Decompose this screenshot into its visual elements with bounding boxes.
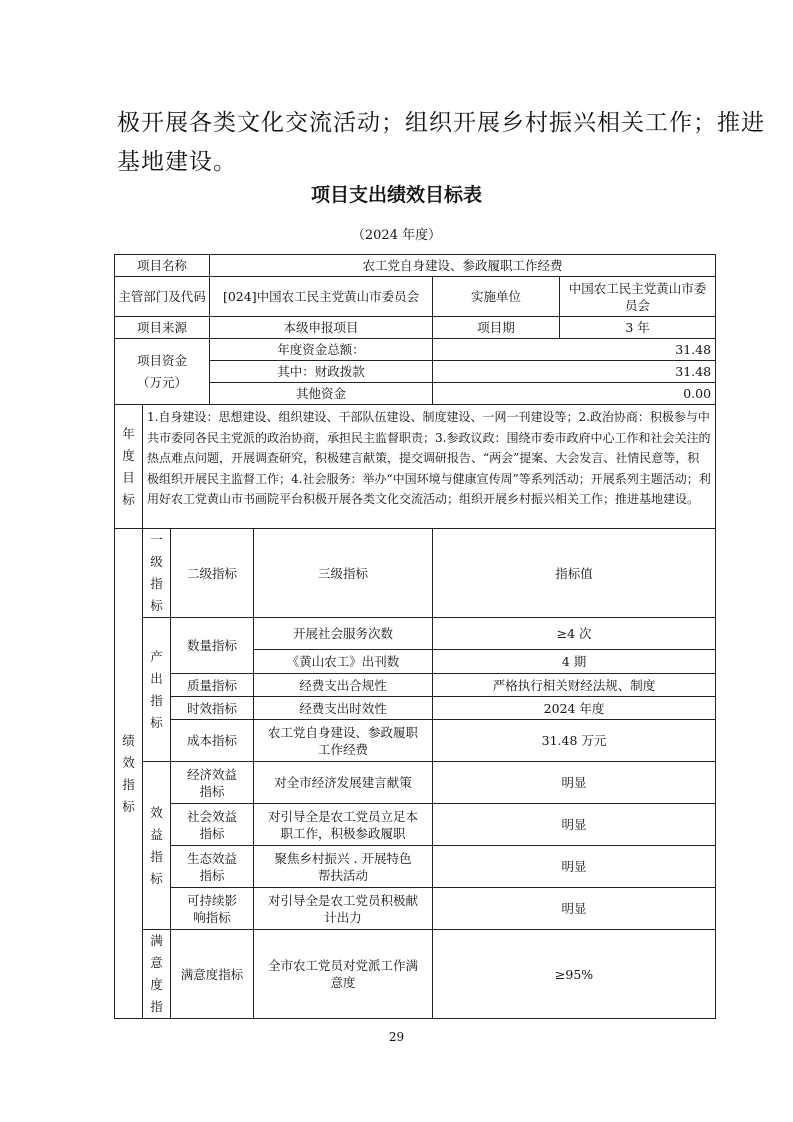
dept-label: 主管部门及代码: [115, 277, 210, 317]
level3-cell: 经费支出合规性: [254, 674, 433, 697]
fiscal-funds-value: 31.48: [433, 361, 716, 383]
annual-goal-label: 年度目标: [115, 405, 143, 529]
value-cell: 明显: [433, 804, 716, 846]
period-value: 3 年: [560, 317, 716, 339]
level3-cell: 对全市经济发展建言献策: [254, 762, 433, 804]
header-level2: 二级指标: [171, 529, 254, 618]
level2-cell: 社会效益指标: [171, 804, 254, 846]
level3-cell: 农工党自身建设、参政履职工作经费: [254, 720, 433, 762]
value-cell: ≥95%: [433, 930, 716, 1019]
row-total-funds: [115, 339, 716, 361]
level3-cell: 开展社会服务次数: [254, 618, 433, 650]
period-label: 项目期: [433, 317, 560, 339]
value-cell: ≥4 次: [433, 618, 716, 650]
year-label: （2024 年度）: [351, 228, 442, 243]
project-name-value: 农工党自身建设、参政履职工作经费: [210, 255, 716, 277]
row-annual-goal: [115, 405, 716, 529]
value-cell: 明显: [433, 888, 716, 930]
row-perf-header: [115, 529, 716, 618]
value-cell: 明显: [433, 762, 716, 804]
total-funds-label: 年度资金总额：: [210, 339, 433, 361]
level3-cell: 对引导全是农工党员立足本职工作，积极参政履职: [254, 804, 433, 846]
funds-label: 项目资金（万元）: [115, 339, 210, 405]
impl-unit-label: 实施单位: [433, 277, 560, 317]
project-name-label: 项目名称: [115, 255, 210, 277]
intro-line-1: 极开展各类文化交流活动；组织开展乡村振兴相关工作；推进: [117, 110, 765, 136]
table-row: [115, 762, 716, 804]
page-number: 29: [388, 1030, 405, 1044]
table-row: [115, 674, 716, 697]
header-level1: 一级指标: [143, 529, 171, 618]
row-source: [115, 317, 716, 339]
annual-goal-text: 1.自身建设：思想建设、组织建设、干部队伍建设、制度建设、一网一刊建设等；2.政治协商：积极参与中共市委同各民主党派的政治协商，承担民主监督职责；3.参政议政：围绕市委市政府中心工作和社会关注的热点难点问题，开展调查研究，积极建言献策，提交调研报告、“两会”提案、大会发言、社情民意等，积极组织开展民主监督工作；4.社会服务：举办“中国环境与健康宣传周”等系列活动；开展系列主题活动；利用好农工党黄山市书画院平台积极开展各类文化交流活动；组织开展乡村振兴相关工作；推进基地建设。: [143, 405, 716, 529]
source-value: 本级申报项目: [210, 317, 433, 339]
table-row: [115, 930, 716, 1019]
value-cell: 31.48 万元: [433, 720, 716, 762]
table-row: [115, 720, 716, 762]
table-title: 项目支出绩效目标表: [310, 184, 482, 206]
table-row: [115, 618, 716, 650]
level3-cell: 聚焦乡村振兴 . 开展特色帮扶活动: [254, 846, 433, 888]
level3-cell: 《黄山农工》出刊数: [254, 650, 433, 674]
level2-cell: 时效指标: [171, 697, 254, 720]
satisfaction-indicator-label: 满意度指: [143, 930, 171, 1019]
row-project-name: [115, 255, 716, 277]
value-cell: 4 期: [433, 650, 716, 674]
other-funds-label: 其他资金: [210, 383, 433, 405]
table-row: [115, 697, 716, 720]
value-cell: 严格执行相关财经法规、制度: [433, 674, 716, 697]
row-dept: [115, 277, 716, 317]
other-funds-value: 0.00: [433, 383, 716, 405]
level2-cell: 可持续影响指标: [171, 888, 254, 930]
level3-cell: 对引导全是农工党员积极献计出力: [254, 888, 433, 930]
level2-cell: 成本指标: [171, 720, 254, 762]
output-indicator-label: 产出指标: [143, 618, 171, 762]
header-level3: 三级指标: [254, 529, 433, 618]
value-cell: 2024 年度: [433, 697, 716, 720]
fiscal-funds-label: 其中：财政拨款: [210, 361, 433, 383]
performance-table: [114, 254, 716, 1019]
dept-value: [024]中国农工民主党黄山市委员会: [210, 277, 433, 317]
level2-cell: 经济效益指标: [171, 762, 254, 804]
level3-cell: 经费支出时效性: [254, 697, 433, 720]
impl-unit-value: 中国农工民主党黄山市委员会: [560, 277, 716, 317]
level2-cell: 生态效益指标: [171, 846, 254, 888]
level2-cell: 质量指标: [171, 674, 254, 697]
value-cell: 明显: [433, 846, 716, 888]
level3-cell: 全市农工党员对党派工作满意度: [254, 930, 433, 1019]
table-row: [115, 804, 716, 846]
source-label: 项目来源: [115, 317, 210, 339]
quantity-indicator: 数量指标: [171, 618, 254, 674]
benefit-indicator-label: 效益指标: [143, 762, 171, 930]
perf-indicator-label: 绩效指标: [115, 529, 143, 1019]
level2-cell: 满意度指标: [171, 930, 254, 1019]
intro-line-2: 基地建设。: [117, 149, 237, 175]
header-value: 指标值: [433, 529, 716, 618]
table-row: [115, 846, 716, 888]
total-funds-value: 31.48: [433, 339, 716, 361]
table-row: [115, 888, 716, 930]
